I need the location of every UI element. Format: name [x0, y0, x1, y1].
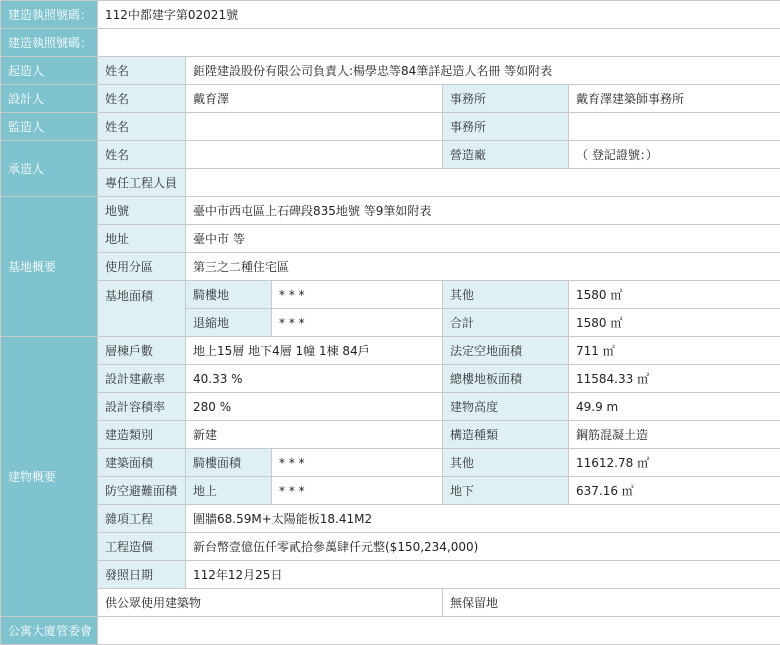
- site-zone-row: [1, 253, 780, 281]
- building-floors-row: [1, 337, 780, 365]
- building-structure-value: 鋼筋混凝土造: [569, 421, 780, 449]
- apartment-value: [98, 617, 780, 645]
- building-cost-label: 工程造價: [98, 533, 186, 561]
- building-floors-label: 層棟戶數: [98, 337, 186, 365]
- building-misc-label: 雜項工程: [98, 505, 186, 533]
- site-setback-value: * * *: [272, 309, 443, 337]
- building-height-label: 建物高度: [443, 393, 569, 421]
- apartment-row: [1, 617, 780, 645]
- building-issue-label: 發照日期: [98, 561, 186, 589]
- permit-number-value: 112中都建字第02021號: [98, 1, 780, 29]
- building-floor-area-label: 建築面積: [98, 449, 186, 477]
- permit-number-row-2: [1, 29, 780, 57]
- building-cost-value: 新台幣壹億伍仟零貳拾參萬肆仟元整($150,234,000): [186, 533, 780, 561]
- site-zone-value: 第三之二種住宅區: [186, 253, 780, 281]
- building-arcade-area-value: * * *: [272, 449, 443, 477]
- building-open-space-value: 711 ㎡: [569, 337, 780, 365]
- building-type-label: 建造類別: [98, 421, 186, 449]
- designer-row: [1, 85, 780, 113]
- site-setback-label: 退縮地: [186, 309, 272, 337]
- contractor-factory-label: 營造廠: [443, 141, 569, 169]
- building-reserved-land: 無保留地: [443, 589, 780, 617]
- designer-header: 設計人: [1, 85, 98, 113]
- building-above-value: * * *: [272, 477, 443, 505]
- site-lot-label: 地號: [98, 197, 186, 225]
- building-open-space-label: 法定空地面積: [443, 337, 569, 365]
- building-coverage-row: [1, 365, 780, 393]
- designer-office-value: 戴育澤建築師事務所: [569, 85, 780, 113]
- contractor-factory-value: （ 登記證號：）: [569, 141, 780, 169]
- contractor-engineer-value: [186, 169, 780, 197]
- applicant-name-label: 姓名: [98, 57, 186, 85]
- building-total-floor-value: 11584.33 ㎡: [569, 365, 780, 393]
- site-address-label: 地址: [98, 225, 186, 253]
- building-header: 建物概要: [1, 337, 98, 617]
- building-far-row: [1, 393, 780, 421]
- building-public-use: 供公眾使用建築物: [98, 589, 443, 617]
- site-address-row: [1, 225, 780, 253]
- site-total-label: 合計: [443, 309, 569, 337]
- designer-name-value: 戴育澤: [186, 85, 443, 113]
- apartment-header: 公寓大廈管委會: [1, 617, 98, 645]
- building-misc-value: 圍牆68.59M+太陽能板18.41M2: [186, 505, 780, 533]
- building-public-use-row: [1, 589, 780, 617]
- supervisor-name-value: [186, 113, 443, 141]
- building-type-row: [1, 421, 780, 449]
- permit-number-label-2: 建造執照號碼：: [1, 29, 98, 57]
- building-floors-value: 地上15層 地下4層 1幢 1棟 84戶: [186, 337, 443, 365]
- contractor-name-label: 姓名: [98, 141, 186, 169]
- building-floor-area-row: [1, 449, 780, 477]
- applicant-name-value: 鉅陞建設股份有限公司負責人:楊學忠等84筆詳起造人名冊 等如附表: [186, 57, 780, 85]
- building-issue-row: [1, 561, 780, 589]
- contractor-row: [1, 141, 780, 169]
- site-address-value: 臺中市 等: [186, 225, 780, 253]
- contractor-header: 承造人: [1, 141, 98, 197]
- site-total-value: 1580 ㎡: [569, 309, 780, 337]
- supervisor-name-label: 姓名: [98, 113, 186, 141]
- supervisor-office-label: 事務所: [443, 113, 569, 141]
- site-area-row: [1, 281, 780, 309]
- building-other-value: 11612.78 ㎡: [569, 449, 780, 477]
- designer-office-label: 事務所: [443, 85, 569, 113]
- site-lot-value: 臺中市西屯區上石碑段835地號 等9筆如附表: [186, 197, 780, 225]
- contractor-engineer-row: [1, 169, 780, 197]
- building-type-value: 新建: [186, 421, 443, 449]
- applicant-row: [1, 57, 780, 85]
- building-above-label: 地上: [186, 477, 272, 505]
- permit-number-label: 建造執照號碼：: [1, 1, 98, 29]
- building-total-floor-label: 總樓地板面積: [443, 365, 569, 393]
- supervisor-row: [1, 113, 780, 141]
- permit-number-row: [1, 1, 780, 29]
- site-lot-row: [1, 197, 780, 225]
- building-structure-label: 構造種類: [443, 421, 569, 449]
- building-other-label: 其他: [443, 449, 569, 477]
- building-below-label: 地下: [443, 477, 569, 505]
- site-arcade-label: 騎樓地: [186, 281, 272, 309]
- contractor-name-value: [186, 141, 443, 169]
- supervisor-office-value: [569, 113, 780, 141]
- building-coverage-label: 設計建蔽率: [98, 365, 186, 393]
- building-issue-value: 112年12月25日: [186, 561, 780, 589]
- site-other-label: 其他: [443, 281, 569, 309]
- building-below-value: 637.16 ㎡: [569, 477, 780, 505]
- building-height-value: 49.9 m: [569, 393, 780, 421]
- site-header: 基地概要: [1, 197, 98, 337]
- site-zone-label: 使用分區: [98, 253, 186, 281]
- applicant-header: 起造人: [1, 57, 98, 85]
- building-shelter-label: 防空避難面積: [98, 477, 186, 505]
- building-far-label: 設計容積率: [98, 393, 186, 421]
- building-far-value: 280 %: [186, 393, 443, 421]
- building-arcade-area-label: 騎樓面積: [186, 449, 272, 477]
- building-cost-row: [1, 533, 780, 561]
- designer-name-label: 姓名: [98, 85, 186, 113]
- contractor-engineer-label: 專任工程人員: [98, 169, 186, 197]
- permit-number-value-2: [98, 29, 780, 57]
- building-coverage-value: 40.33 %: [186, 365, 443, 393]
- site-area-label: 基地面積: [98, 281, 186, 337]
- building-misc-row: [1, 505, 780, 533]
- site-other-value: 1580 ㎡: [569, 281, 780, 309]
- building-shelter-row: [1, 477, 780, 505]
- site-arcade-value: * * *: [272, 281, 443, 309]
- supervisor-header: 監造人: [1, 113, 98, 141]
